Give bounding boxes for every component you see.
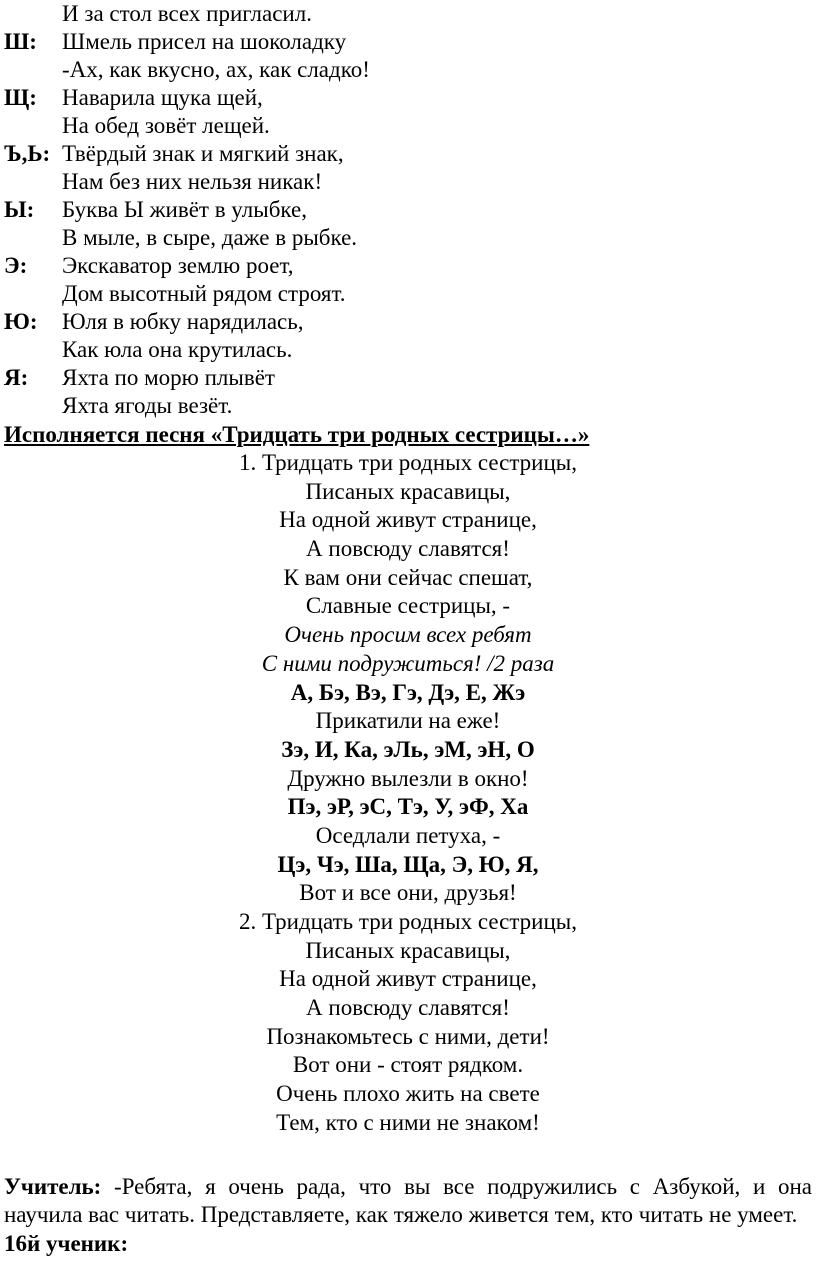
verse-text: На обед зовёт лещей. xyxy=(62,113,270,138)
verse-text: Шмель присел на шоколадку xyxy=(62,29,347,54)
letter-label: Щ: xyxy=(4,85,37,110)
song-line: Славные сестрицы, - xyxy=(305,593,511,619)
verse-text: Нам без них нельзя никак! xyxy=(62,169,323,194)
intro-text: И за стол всех пригласил. xyxy=(62,1,312,26)
alphabet-letters: А, Бэ, Вэ, Гэ, Дэ, Е, Жэ xyxy=(290,679,526,705)
letter-label: Я: xyxy=(4,365,29,390)
letter-verse-line xyxy=(4,336,812,364)
letter-verses xyxy=(4,28,812,420)
verse-text: В мыле, в сыре, даже в рыбке. xyxy=(62,225,358,250)
verse-text: Буква Ы живёт в улыбке, xyxy=(62,197,307,222)
letter-verse-line xyxy=(4,392,812,420)
letter-verse-line xyxy=(4,28,812,56)
teacher-text: -Ребята, я очень рада, что вы все подружились с Азбукой, и она научила вас читать. Представляете, как тяжело живется тем, кто читать не умеет. xyxy=(4,1173,812,1227)
song-title: Исполняется песня «Тридцать три родных сестрицы…» xyxy=(4,422,590,447)
verse-text: Яхта по морю плывёт xyxy=(62,365,275,390)
letter-verse-line xyxy=(4,168,812,196)
teacher-label: Учитель: xyxy=(4,1173,102,1199)
verse-text: Экскаватор землю роет, xyxy=(62,253,294,278)
alphabet-letters: Пэ, эР, эС, Тэ, У, эФ, Ха xyxy=(287,794,529,820)
verse-text: Твёрдый знак и мягкий знак, xyxy=(62,141,344,166)
song-line: К вам они сейчас спешат, xyxy=(283,564,533,590)
letter-label: Ш: xyxy=(4,29,37,54)
document-page xyxy=(4,0,812,1258)
letter-verse-line xyxy=(4,196,812,224)
song-line: Дружно вылезли в окно! xyxy=(287,765,529,791)
verse-text: Яхта ягоды везёт. xyxy=(62,393,233,418)
verse-text: Дом высотный рядом строят. xyxy=(62,281,346,306)
song-line-italic: Очень просим всех ребят xyxy=(284,622,532,648)
verse-text: -Ах, как вкусно, ах, как сладко! xyxy=(62,57,370,82)
letter-label: Ы: xyxy=(4,197,35,222)
letter-verse-line xyxy=(4,308,812,336)
letter-verse-line xyxy=(4,252,812,280)
song-line: Вот и все они, друзья! xyxy=(299,880,517,906)
verse-text: Юля в юбку нарядилась, xyxy=(62,309,304,334)
song-lyrics xyxy=(4,449,812,1138)
song-line: Прикатили на еже! xyxy=(315,708,501,734)
alphabet-line xyxy=(4,736,812,765)
song-line: А повсюду славятся! xyxy=(306,536,510,562)
song-line: Вот они - стоят рядком. xyxy=(292,1052,524,1078)
letter-verse-line xyxy=(4,364,812,392)
alphabet-line xyxy=(4,679,812,708)
verse-text: Наварила щука щей, xyxy=(62,85,263,110)
student-label: 16й ученик: xyxy=(4,1230,129,1256)
song-line: Писаных красавицы, xyxy=(305,937,511,963)
spacer xyxy=(4,1138,812,1173)
letter-label: Ю: xyxy=(4,309,38,334)
song-line: Познакомьтесь с ними, дети! xyxy=(266,1023,550,1049)
letter-verse-line xyxy=(4,84,812,112)
song-line: 1. Тридцать три родных сестрицы, xyxy=(239,450,577,475)
song-line: На одной живут странице, xyxy=(279,507,537,533)
intro-line xyxy=(4,0,812,28)
alphabet-letters: Цэ, Чэ, Ша, Ща, Э, Ю, Я, xyxy=(277,851,539,877)
letter-verse-line xyxy=(4,280,812,308)
song-line: На одной живут странице, xyxy=(279,966,537,992)
letter-label: Ъ,Ь: xyxy=(4,141,51,166)
song-line: Тем, кто с ними не знаком! xyxy=(276,1109,540,1135)
teacher-paragraph xyxy=(4,1173,812,1230)
alphabet-line xyxy=(4,851,812,880)
song-line-italic: С ними подружиться! /2 раза xyxy=(261,650,555,676)
letter-verse-line xyxy=(4,224,812,252)
letter-verse-line xyxy=(4,112,812,140)
song-line: Оседлали петуха, - xyxy=(315,822,501,848)
song-line: А повсюду славятся! xyxy=(306,995,510,1021)
song-line: Писаных красавицы, xyxy=(305,478,511,504)
song-line: 2. Тридцать три родных сестрицы, xyxy=(239,909,577,934)
verse-text: Как юла она крутилась. xyxy=(62,337,293,362)
alphabet-letters: Зэ, И, Ка, эЛь, эМ, эН, О xyxy=(281,736,535,762)
letter-verse-line xyxy=(4,56,812,84)
song-line: Очень плохо жить на свете xyxy=(276,1081,540,1107)
alphabet-line xyxy=(4,793,812,822)
letter-verse-line xyxy=(4,140,812,168)
letter-label: Э: xyxy=(4,253,28,278)
